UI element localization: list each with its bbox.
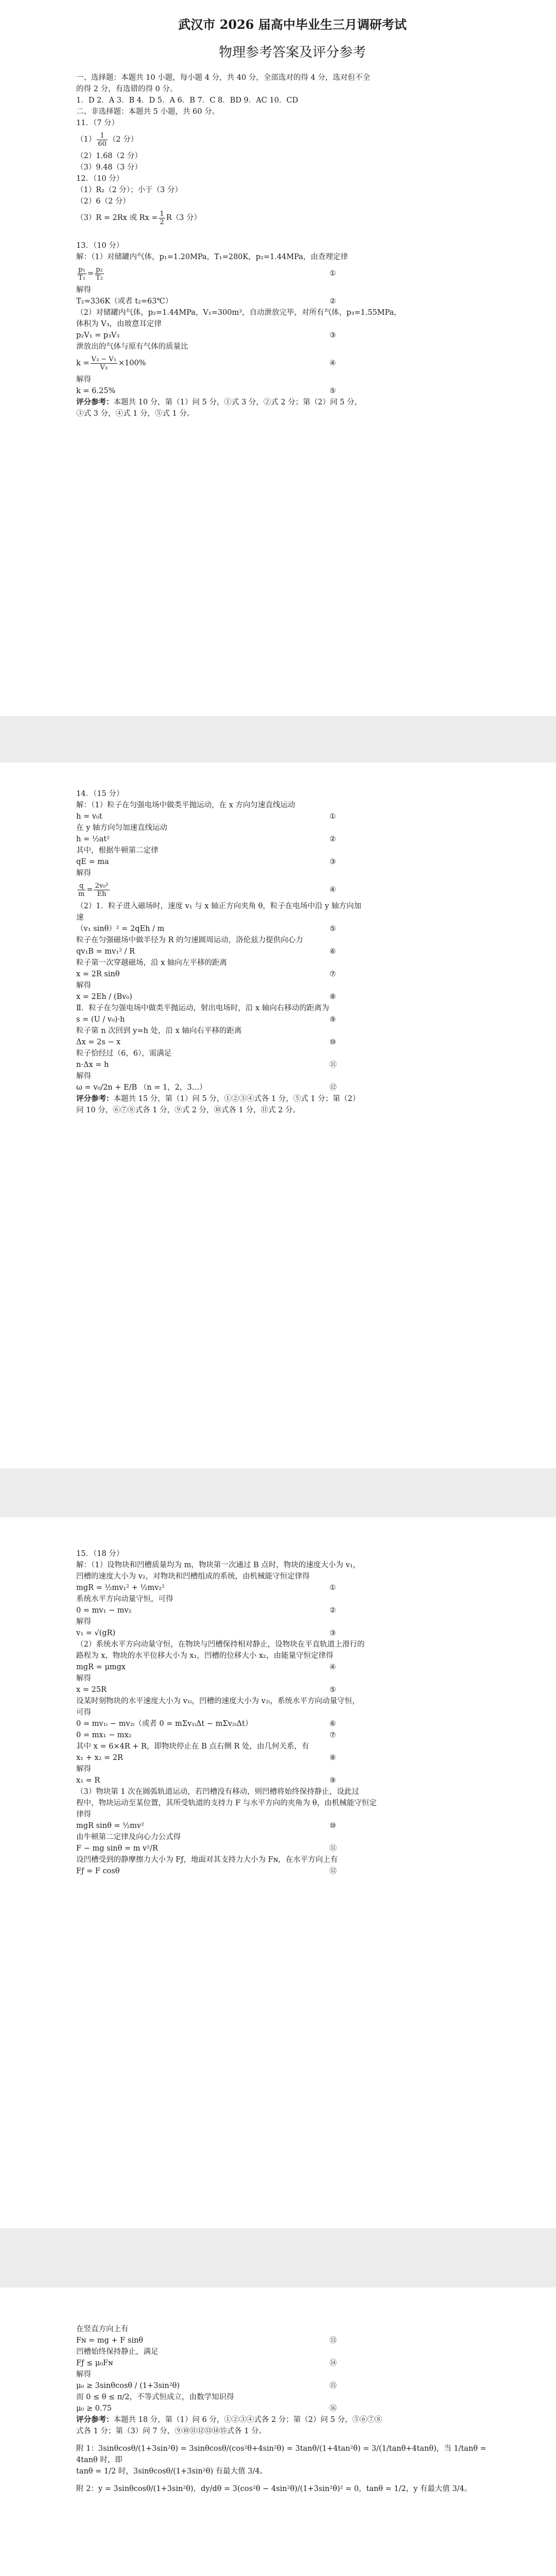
marker-5: ⑤ xyxy=(329,387,336,395)
q15-line: 其中 x = 6×4R + R，即物块停止在 B 点右侧 R 处，由几何关系，有 xyxy=(76,1742,309,1751)
q14-line: 解得 xyxy=(76,1072,91,1080)
q15-line: 0 = mx₁ − mx₂ ⑦ xyxy=(76,1731,336,1739)
q15-line: （2）系统水平方向动量守恒，在物块与凹槽保持相对静止，设物块在平直轨道上滑行的 xyxy=(76,1640,365,1649)
q15-line: 凹槽的速度大小为 v₂，对物块和凹槽组成的系统，由机械能守恒定律得 xyxy=(76,1572,310,1581)
q13-line: 泄放出的气体与原有气体的质量比 xyxy=(76,343,188,351)
marker-2: ② xyxy=(329,297,336,306)
q13-line: p₂V₁ = p₃V₃ ③ xyxy=(76,330,509,341)
q14-line: 粒子恰经过（6，6），需满足 xyxy=(76,1049,172,1058)
document-page-4 xyxy=(0,2287,556,2576)
q15-cont-line: 在竖直方向上有 xyxy=(76,2325,129,2333)
section-1-heading-cont: 的得 2 分，有选错的得 0 分。 xyxy=(76,85,178,93)
q15-line: 设某时刻物块的水平速度大小为 v₁ᵢ，凹槽的速度大小为 v₂ᵢ，系统水平方向动量守恒， xyxy=(76,1697,360,1705)
q15-line: 解得 xyxy=(76,1618,91,1626)
q14-line: ω = v₀/2n + E/B （n = 1，2，3…） ⑫ xyxy=(76,1083,337,1092)
q15-line: mgR = ½mv₁² + ½mv₂² ① xyxy=(76,1584,336,1592)
q15-line: 路程为 x，物块的水平位移大小为 x₁，凹槽的位移大小 x₂，由能量守恒定律得 xyxy=(76,1652,334,1660)
q12-part3: （3）R = 2Rx 或 Rx = $\frac{1}{2}$ R（3 分） xyxy=(76,210,201,226)
q14-line: s = (U / v₀)·h ⑨ xyxy=(76,1015,336,1024)
section-2-heading: 二、非选择题：本题共 5 小题，共 60 分。 xyxy=(76,108,220,116)
q11-part3: （3）9.48（3 分） xyxy=(76,163,142,172)
q15-line: x = 25R ⑤ xyxy=(76,1686,336,1694)
q15-line: 解得 xyxy=(76,1674,91,1683)
q15-cont-line: Fƒ ≤ μ₀Fɴ ⑭ xyxy=(76,2359,337,2367)
q15-heading: 15．（18 分） xyxy=(76,1550,124,1558)
q15-cont-line: Fɴ = mg + F sinθ ⑬ xyxy=(76,2336,337,2345)
appendix-1: 附 1：3sinθcosθ/(1+3sin²θ) = 3sinθcosθ/(cos²θ+4sin²θ) = 3tanθ/(1+4tan²θ) = 3/(1/tanθ+4tanθ)，当 1/tanθ = 4tanθ 时，即 xyxy=(76,2445,486,2464)
document-page-3 xyxy=(0,1517,556,2228)
q14-line: x = 2R sinθ ⑦ xyxy=(76,970,336,978)
q14-line: h = ½at² ② xyxy=(76,835,336,843)
q11-heading: 11．（7 分） xyxy=(76,119,119,127)
choice-answers: 1．D 2．A 3．B 4．D 5．A 6．B 7．C 8．BD 9．AC 10．CD xyxy=(76,96,299,105)
q15-line: 程中，物块运动至某位置，其所受轨道的支持力 F 与水平方向的夹角为 θ，由机械能守恒定 xyxy=(76,1799,377,1807)
q15-line: 解得 xyxy=(76,1765,91,1773)
q15-line: mgR sinθ = ½mv² ⑩ xyxy=(76,1822,336,1830)
q14-line: h = v₀t ① xyxy=(76,812,336,821)
q15-line: x₁ = R ⑨ xyxy=(76,1776,336,1785)
q14-line: qv₁B = mv₁² / R ⑥ xyxy=(76,947,336,956)
q14-line: n·Δx = h ⑪ xyxy=(76,1061,337,1069)
q15-line: F − mg sinθ = m v²/R ⑪ xyxy=(76,1844,337,1853)
q14-line: 粒子第一次穿越磁场，沿 x 轴向左平移的距离 xyxy=(76,959,227,967)
q15-line: 解：（1）设物块和凹槽质量均为 m，物块第一次通过 B 点时，物块的速度大小为 v₁， xyxy=(76,1561,360,1569)
q13-line: 解得 xyxy=(76,286,91,294)
q14-line: 解：（1）粒子在匀强电场中做类平抛运动，在 x 方向匀速直线运动 xyxy=(76,801,296,809)
document-page-1 xyxy=(0,0,556,716)
q14-line: 解得 xyxy=(76,869,91,877)
q11-part2: （2）1.68（2 分） xyxy=(76,152,142,160)
appendix-2: 附 2：y = 3sinθcosθ/(1+3sin²θ)，dy/dθ = 3(cos²θ − 4sin²θ)/(1+3sin²θ)² = 0，tanθ = 1/2，y 有最大值 3/4。 xyxy=(76,2485,472,2493)
q15-cont-line: 凹槽始终保持静止，满足 xyxy=(76,2348,159,2356)
q15-cont-line: μ₀ ≥ 0.75 ⑯ xyxy=(76,2404,337,2413)
q15-cont-line: 解得 xyxy=(76,2370,91,2379)
q14-line: x = 2Eh / (Bv₀) ⑧ xyxy=(76,993,336,1001)
q15-line: 0 = mv₁ − mv₂ ② xyxy=(76,1606,336,1615)
q11-part1-score: （2 分） xyxy=(108,135,138,144)
q15-cont-line: 而 0 ≤ θ ≤ π/2，不等式恒成立，由数学知识得 xyxy=(76,2393,234,2401)
q15-line: mgR = μmgx ④ xyxy=(76,1663,336,1671)
q15-line: 系统水平方向动量守恒，可得 xyxy=(76,1595,173,1603)
q13-heading: 13．（10 分） xyxy=(76,242,124,250)
q15-score: 评分参考：本题共 18 分，第（1）问 6 分，①②③④式各 2 分；第（2）问 5 分，⑤⑥⑦⑧ xyxy=(76,2415,383,2424)
appendix-1-cont: tanθ = 1/2 时，3sinθcosθ/(1+3sin²θ) 有最大值 3/4。 xyxy=(76,2467,268,2476)
marker-4: ④ xyxy=(329,359,336,367)
q15-line: 0 = mv₁ᵢ − mv₂ᵢ（或者 0 = mΣv₁ᵢΔt − mΣv₂ᵢΔt） ⑥ xyxy=(76,1720,336,1728)
q11-part1 xyxy=(76,129,509,150)
exam-title: 武汉市 2026 届高中毕业生三月调研考试 xyxy=(178,17,407,32)
q13-line: 体积为 V₃，由玻意耳定律 xyxy=(76,320,162,328)
q13-equation-4: k = $\frac{\text{V₃ − V₁}}{\text{V₃}}$ ×100% ④ xyxy=(76,355,336,371)
q13-line: k = 6.25% ⑤ xyxy=(76,385,509,397)
q14-line: （v₁ sinθ）² = 2qEh / m ⑤ xyxy=(76,925,336,933)
q15-line: 由牛顿第二定律及向心力公式得 xyxy=(76,1833,181,1841)
q14-line: 其中，根据牛顿第二定律 xyxy=(76,846,159,855)
q14-line: 解得 xyxy=(76,981,91,990)
q13-line: 解：（1）对储罐内气体，p₁=1.20MPa，T₁=280K，p₂=1.44MPa，由查理定律 xyxy=(76,253,348,261)
q14-line: qE = ma ③ xyxy=(76,858,336,866)
q12-part1: （1）R₂（2 分）；小于（3 分） xyxy=(76,186,182,194)
q13-equation-1: $\frac{\text{p₁}}{\text{T₁}}$ = $\frac{\text{p₂}}{\text{T₂}}$ ① xyxy=(78,265,336,282)
q13-line: 解得 xyxy=(76,376,91,384)
q11-fraction: $\frac{1}{60}$ xyxy=(98,131,107,148)
q15-line: Fƒ = F cosθ ⑫ xyxy=(76,1867,337,1875)
q15-line: x₁ + x₂ = 2R ⑧ xyxy=(76,1754,336,1762)
q15-cont-line: μ₀ ≥ 3sinθcosθ / (1+3sin²θ) ⑮ xyxy=(76,2382,337,2390)
marker-3: ③ xyxy=(329,331,336,340)
q14-line: Δx = 2s − x ⑩ xyxy=(76,1038,336,1046)
q13-line: （2）对储罐内气体，p₂=1.44MPa，V₁=300m³，自动泄放完毕，对所有气体，p₃=1.55MPa， xyxy=(76,309,402,317)
q14-score: 评分参考：本题共 15 分，第（1）问 5 分，①②③④式各 1 分，⑤式 1 分；第（2） xyxy=(76,1094,360,1103)
q14-line: 在 y 轴方向匀加速直线运动 xyxy=(76,824,167,832)
q14-line: （2）1．粒子进入磁场时，速度 v₁ 与 x 轴正方向夹角 θ，粒子在电场中沿 y 轴方向加 xyxy=(76,902,361,910)
q13-score-cont: ③式 3 分，④式 1 分，⑤式 1 分。 xyxy=(76,410,195,418)
section-1-heading: 一、选择题：本题共 10 小题，每小题 4 分，共 40 分，全部选对的得 4 分，选对但不全 xyxy=(76,74,370,82)
q14-line: 粒子第 n 次回到 y=h 处，沿 x 轴向右平移的距离 xyxy=(76,1027,242,1035)
q12-part2: （2）6（2 分） xyxy=(76,197,130,206)
q12-heading: 12．（10 分） xyxy=(76,175,124,183)
q13-score: 评分参考：本题共 10 分，第（1）问 5 分，①式 3 分，②式 2 分；第（2）问 5 分， xyxy=(76,398,362,406)
q15-line: 律得 xyxy=(76,1810,91,1819)
q15-line: 可得 xyxy=(76,1708,91,1717)
q15-line: （3）物块第 1 次在圆弧轨道运动，若凹槽没有移动，则凹槽将始终保持静止，设此过 xyxy=(76,1788,359,1796)
q15-line: 设凹槽受到的静摩擦力大小为 Fƒ，地面对其支持力大小为 Fɴ，在水平方向上有 xyxy=(76,1856,338,1864)
exam-subtitle: 物理参考答案及评分参考 xyxy=(218,45,366,60)
q13-line: T₂=336K（或者 t₂=63℃） ② xyxy=(76,296,509,307)
q15-score-cont: 式各 1 分；第（3）问 7 分，⑨⑩⑪⑫⑬⑭⑮式各 1 分。 xyxy=(76,2427,267,2435)
q14-line: 速 xyxy=(76,913,84,922)
q14-line: 粒子在匀强磁场中做半径为 R 的匀速圆周运动，洛伦兹力提供向心力 xyxy=(76,936,303,944)
q14-heading: 14．（15 分） xyxy=(76,790,124,798)
marker-1: ① xyxy=(329,269,336,278)
q15-line: v₁ = √(gR) ③ xyxy=(76,1629,336,1637)
q11-part1-label: （1） xyxy=(76,135,96,144)
document-page-2 xyxy=(0,762,556,1468)
q14-equation: $\frac{q}{m}$ = $\frac{\text{2v₀²}}{Eh}$ ④ xyxy=(78,882,336,898)
q14-line: Ⅱ．粒子在匀强电场中做类平抛运动，射出电场时，沿 x 轴向右移动的距离为 xyxy=(76,1004,329,1012)
q14-score-cont: 问 10 分，⑥⑦⑧式各 1 分，⑨式 2 分，⑩式各 1 分，⑪式 2 分。 xyxy=(76,1106,300,1114)
